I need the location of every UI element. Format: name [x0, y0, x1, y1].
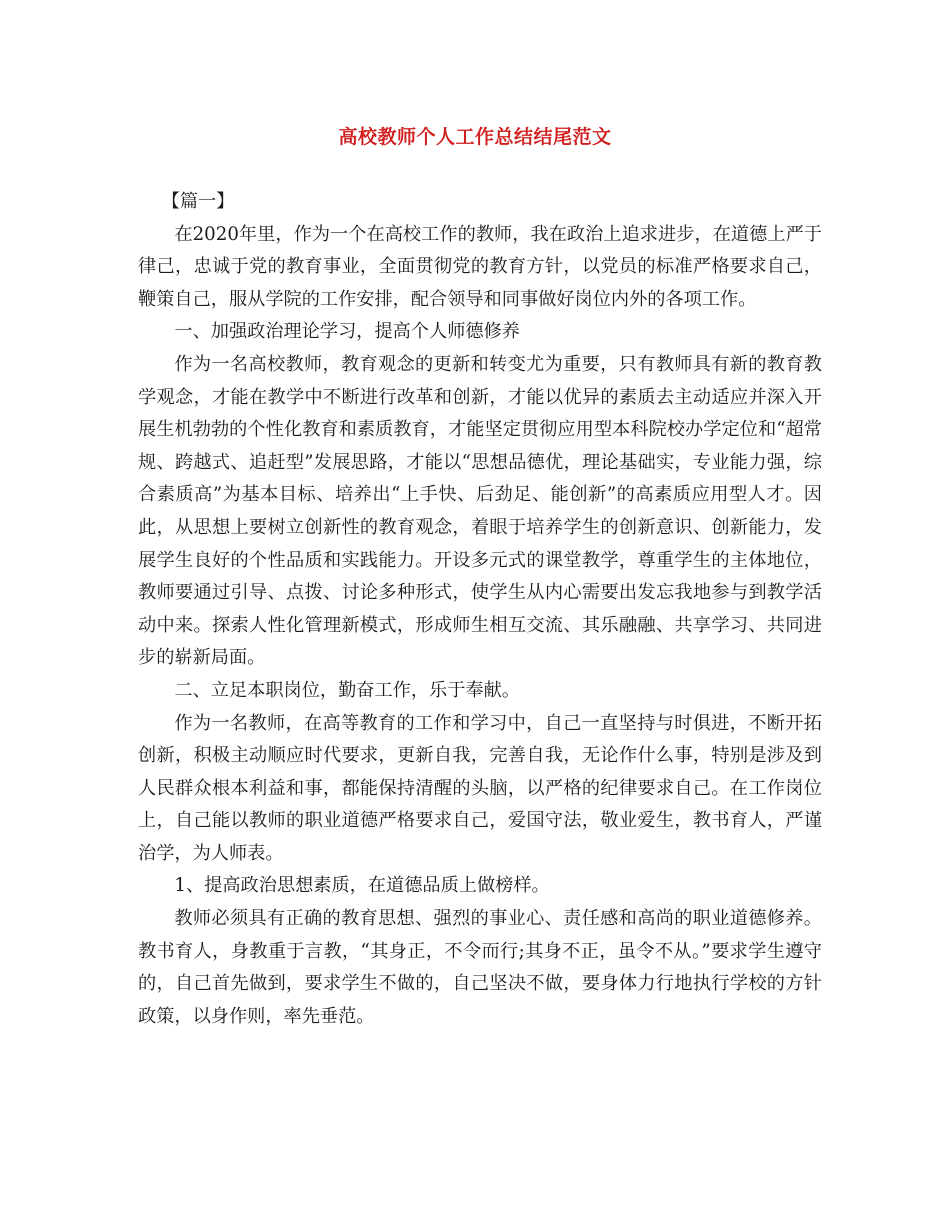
document-title: 高校教师个人工作总结结尾范文 [338, 126, 612, 148]
paragraph-education-concept: 作为一名高校教师，教育观念的更新和转变尤为重要，只有教师具有新的教育教学观念，才能在教学中不断进行改革和创新，才能以优异的素质去主动适应并深入开展生机勃勃的个性化教育和素质教育，才能坚定贯彻应用型本科院校办学定位和“超常规、跨越式、追赶型”发展思路，才能以“思想品德优，理论基础实，专业能力强，综合素质高”为基本目标、培养出“上手快、后劲足、能创新”的高素质应用型人才。因此，从思想上要树立创新性的教育观念，着眼于培养学生的创新意识、创新能力，发展学生良好的个性品质和实践能力。开设多元式的课堂教学，尊重学生的主体地位，教师要通过引导、点拨、讨论多种形式，使学生从内心需要出发忘我地参与到教学活动中来。探索人性化管理新模式，形成师生相互交流、其乐融融、共享学习、共同进步的崭新局面。 [138, 353, 822, 669]
section-label: 【篇一】 [161, 191, 235, 212]
heading-moral-quality: 1、提高政治思想素质，在道德品质上做榜样。 [174, 875, 550, 897]
paragraph-teacher-work: 作为一名教师，在高等教育的工作和学习中，自己一直坚持与时俱进，不断开拓创新，积极主动顺应时代要求，更新自我，完善自我，无论作什么事，特别是涉及到人民群众根本利益和事，都能保持清醒的头脑，以严格的纪律要求自己。在工作岗位上，自己能以教师的职业道德严格要求自己，爱国守法，敬业爱生，教书育人，严谨治学，为人师表。 [138, 712, 822, 864]
paragraph-teacher-ethics: 教师必须具有正确的教育思想、强烈的事业心、责任感和高尚的职业道德修养。教书育人，身教重于言教，“其身正，不令而行;其身不正，虽令不从。”要求学生遵守的，自己首先做到，要求学生不做的，自己坚决不做，要身体力行地执行学校的方针政策，以身作则，率先垂范。 [138, 908, 822, 1027]
heading-political-study: 一、加强政治理论学习，提高个人师德修养 [174, 321, 520, 343]
document-body [138, 186, 822, 1033]
paragraph-intro: 在2020年里，作为一个在高校工作的教师，我在政治上追求进步，在道德上严于律己，忠诚于党的教育事业，全面贯彻党的教育方针，以党员的标准严格要求自己，鞭策自己，服从学院的工作安排，配合领导和同事做好岗位内外的各项工作。 [138, 223, 822, 310]
heading-dedication: 二、立足本职岗位，勤奋工作，乐于奉献。 [174, 679, 520, 701]
